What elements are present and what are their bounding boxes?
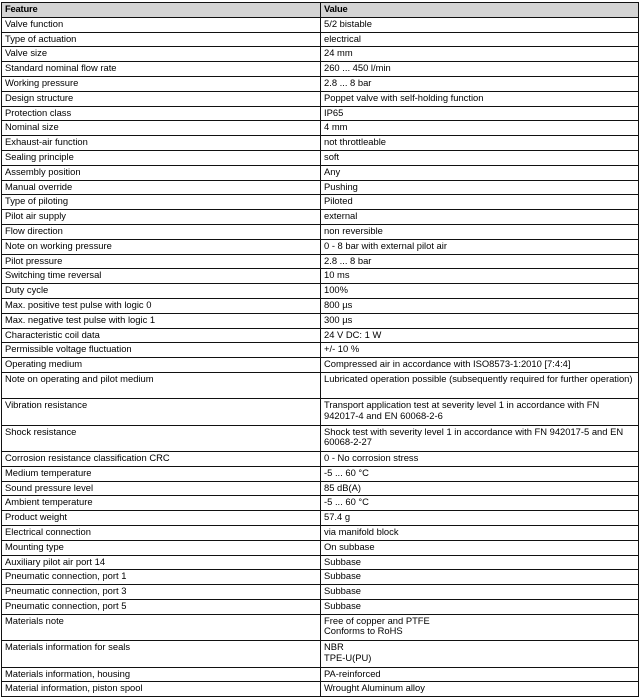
feature-cell: Operating medium: [2, 358, 321, 373]
table-row: [2, 150, 639, 165]
table-row: [2, 641, 639, 667]
value-cell: Shock test with severity level 1 in accordance with FN 942017-5 and EN 60068-2-27: [321, 425, 639, 451]
feature-cell: Design structure: [2, 91, 321, 106]
specification-table-body: [2, 17, 639, 696]
table-row: [2, 682, 639, 697]
value-cell: Wrought Aluminum alloy: [321, 682, 639, 697]
feature-cell: Note on working pressure: [2, 239, 321, 254]
feature-cell: Corrosion resistance classification CRC: [2, 452, 321, 467]
value-cell: Lubricated operation possible (subsequently required for further operation): [321, 372, 639, 398]
table-row: [2, 195, 639, 210]
table-row: [2, 298, 639, 313]
feature-cell: Shock resistance: [2, 425, 321, 451]
feature-cell: Pneumatic connection, port 3: [2, 585, 321, 600]
table-row: [2, 328, 639, 343]
feature-cell: Sealing principle: [2, 150, 321, 165]
value-cell: Subbase: [321, 570, 639, 585]
feature-cell: Manual override: [2, 180, 321, 195]
feature-cell: Max. negative test pulse with logic 1: [2, 313, 321, 328]
feature-cell: Permissible voltage fluctuation: [2, 343, 321, 358]
table-row: [2, 239, 639, 254]
table-row: [2, 358, 639, 373]
feature-cell: Type of piloting: [2, 195, 321, 210]
feature-cell: Material information, piston spool: [2, 682, 321, 697]
value-cell: PA-reinforced: [321, 667, 639, 682]
feature-cell: Materials information, housing: [2, 667, 321, 682]
feature-cell: Auxiliary pilot air port 14: [2, 555, 321, 570]
value-cell: 57.4 g: [321, 511, 639, 526]
value-cell: +/- 10 %: [321, 343, 639, 358]
table-row: [2, 343, 639, 358]
feature-cell: Pneumatic connection, port 1: [2, 570, 321, 585]
feature-cell: Medium temperature: [2, 466, 321, 481]
table-row: [2, 47, 639, 62]
feature-cell: Flow direction: [2, 224, 321, 239]
feature-cell: Electrical connection: [2, 526, 321, 541]
table-row: [2, 106, 639, 121]
feature-column-header: Feature: [2, 3, 321, 18]
table-header-row: [2, 3, 639, 18]
value-cell: 24 V DC: 1 W: [321, 328, 639, 343]
value-cell: non reversible: [321, 224, 639, 239]
feature-cell: Pneumatic connection, port 5: [2, 600, 321, 615]
table-row: [2, 210, 639, 225]
table-row: [2, 76, 639, 91]
table-row: [2, 399, 639, 425]
value-cell: -5 ... 60 °C: [321, 466, 639, 481]
feature-cell: Standard nominal flow rate: [2, 62, 321, 77]
table-row: [2, 452, 639, 467]
value-cell: Free of copper and PTFE Conforms to RoHS: [321, 614, 639, 640]
value-cell: 4 mm: [321, 121, 639, 136]
feature-cell: Product weight: [2, 511, 321, 526]
value-cell: IP65: [321, 106, 639, 121]
feature-cell: Assembly position: [2, 165, 321, 180]
table-row: [2, 313, 639, 328]
feature-cell: Type of actuation: [2, 32, 321, 47]
feature-cell: Duty cycle: [2, 284, 321, 299]
feature-cell: Max. positive test pulse with logic 0: [2, 298, 321, 313]
value-cell: 800 µs: [321, 298, 639, 313]
table-row: [2, 600, 639, 615]
value-cell: 85 dB(A): [321, 481, 639, 496]
value-cell: 2.8 ... 8 bar: [321, 254, 639, 269]
value-cell: external: [321, 210, 639, 225]
table-row: [2, 570, 639, 585]
table-row: [2, 585, 639, 600]
table-row: [2, 17, 639, 32]
value-cell: Piloted: [321, 195, 639, 210]
value-cell: 24 mm: [321, 47, 639, 62]
value-cell: 100%: [321, 284, 639, 299]
feature-cell: Nominal size: [2, 121, 321, 136]
value-cell: soft: [321, 150, 639, 165]
table-row: [2, 284, 639, 299]
value-cell: Pushing: [321, 180, 639, 195]
feature-cell: Note on operating and pilot medium: [2, 372, 321, 398]
value-cell: 10 ms: [321, 269, 639, 284]
feature-cell: Sound pressure level: [2, 481, 321, 496]
feature-cell: Working pressure: [2, 76, 321, 91]
value-cell: not throttleable: [321, 136, 639, 151]
value-cell: 0 - 8 bar with external pilot air: [321, 239, 639, 254]
table-row: [2, 136, 639, 151]
table-row: [2, 511, 639, 526]
value-cell: Poppet valve with self-holding function: [321, 91, 639, 106]
table-row: [2, 526, 639, 541]
value-cell: On subbase: [321, 540, 639, 555]
feature-cell: Protection class: [2, 106, 321, 121]
feature-cell: Exhaust-air function: [2, 136, 321, 151]
table-row: [2, 62, 639, 77]
feature-cell: Materials note: [2, 614, 321, 640]
table-row: [2, 254, 639, 269]
table-row: [2, 555, 639, 570]
feature-cell: Valve function: [2, 17, 321, 32]
value-cell: Subbase: [321, 585, 639, 600]
feature-cell: Materials information for seals: [2, 641, 321, 667]
value-cell: 260 ... 450 l/min: [321, 62, 639, 77]
specification-table: [1, 2, 639, 697]
table-row: [2, 224, 639, 239]
value-cell: via manifold block: [321, 526, 639, 541]
value-cell: Subbase: [321, 555, 639, 570]
feature-cell: Mounting type: [2, 540, 321, 555]
value-cell: 5/2 bistable: [321, 17, 639, 32]
value-cell: Subbase: [321, 600, 639, 615]
table-row: [2, 269, 639, 284]
feature-cell: Vibration resistance: [2, 399, 321, 425]
value-cell: 0 - No corrosion stress: [321, 452, 639, 467]
feature-cell: Switching time reversal: [2, 269, 321, 284]
value-cell: Compressed air in accordance with ISO8573-1:2010 [7:4:4]: [321, 358, 639, 373]
table-row: [2, 425, 639, 451]
table-row: [2, 614, 639, 640]
value-cell: 2.8 ... 8 bar: [321, 76, 639, 91]
feature-cell: Ambient temperature: [2, 496, 321, 511]
value-cell: -5 ... 60 °C: [321, 496, 639, 511]
value-cell: NBR TPE-U(PU): [321, 641, 639, 667]
table-row: [2, 466, 639, 481]
table-row: [2, 496, 639, 511]
table-row: [2, 165, 639, 180]
value-cell: electrical: [321, 32, 639, 47]
value-column-header: Value: [321, 3, 639, 18]
feature-cell: Valve size: [2, 47, 321, 62]
feature-cell: Pilot pressure: [2, 254, 321, 269]
table-row: [2, 540, 639, 555]
feature-cell: Pilot air supply: [2, 210, 321, 225]
table-row: [2, 91, 639, 106]
table-row: [2, 180, 639, 195]
value-cell: 300 µs: [321, 313, 639, 328]
value-cell: Any: [321, 165, 639, 180]
value-cell: Transport application test at severity level 1 in accordance with FN 942017-4 and EN 60068-2-6: [321, 399, 639, 425]
table-row: [2, 481, 639, 496]
feature-cell: Characteristic coil data: [2, 328, 321, 343]
table-row: [2, 32, 639, 47]
table-row: [2, 667, 639, 682]
table-row: [2, 121, 639, 136]
table-row: [2, 372, 639, 398]
